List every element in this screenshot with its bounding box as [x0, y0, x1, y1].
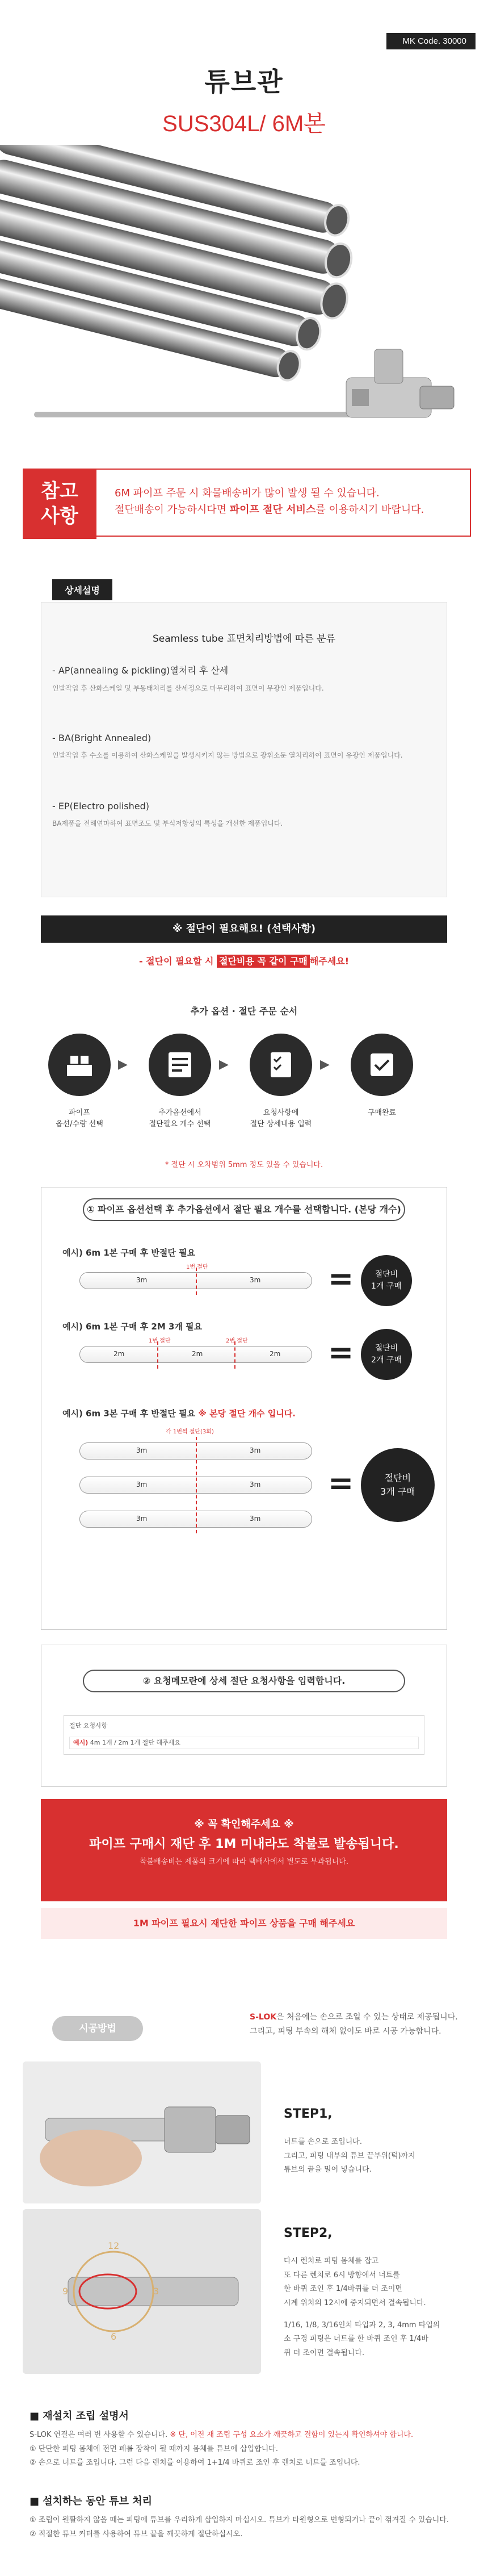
reassembly-section — [30, 2408, 461, 2470]
install-section — [30, 2493, 461, 2541]
equals-sign: = — [328, 1465, 354, 1501]
cut-subtitle: - 절단이 필요할 시 절단비용 꼭 같이 구매 해주세요! — [138, 956, 350, 967]
classification-title: Seamless tube 표면처리방법에 따른 분류 — [152, 633, 336, 645]
notice-label — [23, 469, 96, 539]
example3-pipe2-left: 3m — [136, 1481, 148, 1488]
example1-cutline — [196, 1268, 197, 1295]
order-step-3-icon — [250, 1034, 312, 1096]
order-step-2-label: 추가옵션에서 절단필요 개수 선택 — [149, 1109, 211, 1128]
order-step-1-label: 파이프 옵션/수량 선택 — [56, 1109, 103, 1128]
example2-label: 예시) 6m 1본 구매 후 2M 3개 필요 — [62, 1322, 203, 1332]
notice-box — [23, 469, 471, 537]
product-photo — [0, 145, 488, 440]
order-step-4-label: 구매완료 — [367, 1109, 397, 1117]
example3-cut-tag: 각 1번씩 절단(3회) — [166, 1429, 214, 1435]
svg-text:12: 12 — [108, 2240, 120, 2251]
svg-text:6: 6 — [111, 2331, 117, 2342]
example1-part-2: 3m — [250, 1276, 261, 1284]
example2-cut-tag-1: 1번 절단 — [149, 1338, 171, 1344]
detail-tab: 상세설명 — [52, 579, 112, 600]
example3-pipe2-right: 3m — [250, 1481, 261, 1488]
notice-label-line2: 사항 — [41, 505, 78, 528]
svg-text:9: 9 — [62, 2286, 69, 2297]
confirm-line1: ※ 꼭 확인해주세요 ※ — [194, 1818, 294, 1830]
svg-text:3: 3 — [153, 2286, 159, 2297]
notice-label-line1: 참고 — [41, 479, 78, 503]
finish-item-ap: - AP(annealing & pickling)열처리 후 산세 인발작업 후 산화스케일 및 부동태처리를 산세정으로 마무리하여 표면이 무광인 제품입니다. — [52, 665, 324, 692]
equals-sign: = — [328, 1335, 354, 1370]
arrow-icon: ▶ — [320, 1057, 330, 1072]
order-step-3-label: 요청사항에 절단 상세내용 입력 — [250, 1109, 312, 1128]
step2-photo — [23, 2209, 261, 2374]
step2-title: STEP2, — [284, 2226, 333, 2240]
reassembly-body: S-LOK 연결은 여러 번 사용할 수 있습니다. ※ 단, 이전 재 조립 구성 요소가 깨끗하고 결함이 있는지 확인하셔야 합니다. ① 단단한 피팅 몸체에 전면 페롤 장착이 될 때까지 몸체를 튜브에 삽입합니다. ② 손으로 너트를 조입니다. 그런 다음 렌치를 이용하여 1+1/4 바퀴로 조인 후 렌치로 너트를 조입니다. — [30, 2431, 414, 2468]
example2-cut-tag-2: 2번 절단 — [226, 1338, 248, 1344]
confirm-line2: 파이프 구매시 재단 후 1M 미내라도 착불로 발송됩니다. — [89, 1837, 399, 1851]
install-body: ① 조립이 원활하지 않을 때는 피팅에 튜브를 우리하게 삽입하지 마십시오. 튜브가 타원형으로 변형되거나 끝이 꺾겨질 수 있습니다. ② 적절한 튜브 커터를 사용하여 튜브 끝을 깨끗하게 절단하십시오. — [30, 2516, 449, 2539]
example2-part-2: 2m — [192, 1350, 203, 1358]
example1-cut-tag: 1번 절단 — [186, 1264, 208, 1270]
assembly-tab: 시공방법 — [52, 2016, 143, 2041]
order-steps-title: 추가 옵션 · 절단 주문 순서 — [190, 1006, 298, 1017]
example3-pipe3-right: 3m — [250, 1515, 261, 1523]
memo-label: 절단 요청사항 — [69, 1722, 108, 1729]
mk-code-badge: MK Code. 30000 — [386, 33, 476, 49]
notice-line1: 6M 파이프 주문 시 화물배송비가 많이 발생 될 수 있습니다. — [115, 487, 380, 499]
title-block — [0, 61, 488, 138]
example1-part-1: 3m — [136, 1276, 148, 1284]
step1-photo — [23, 2061, 261, 2203]
example3-pipe1-left: 3m — [136, 1446, 148, 1454]
step1-text: 너트를 손으로 조입니다. 그리고, 피팅 내부의 튜브 끝부위(턱)까지 튜브의 끝을 밀어 넣습니다. — [284, 2138, 415, 2174]
arrow-icon: ▶ — [219, 1057, 229, 1072]
example3-pipe1-right: 3m — [250, 1446, 261, 1454]
finish-item-ba: - BA(Bright Annealed) 인발작업 후 수소를 이용하여 산화스케일을 발생시키지 않는 방법으로 광휘소둔 열처리하여 표면이 유광인 제품입니다. — [52, 733, 403, 759]
confirm-sub: 1M 파이프 필요시 재단한 파이프 상품을 구매 해주세요 — [41, 1908, 447, 1939]
step2-header: ② 요청메모란에 상세 절단 요청사항을 입력합니다. — [83, 1670, 405, 1692]
example3-note: ※ 본당 절단 개수 입니다. — [198, 1408, 296, 1419]
arrow-icon: ▶ — [118, 1057, 128, 1072]
step2-text: 다시 렌치로 피팅 몸체를 잡고 또 다른 렌치로 6시 방향에서 너트를 한 바퀴 조인 후 1/4바퀴를 더 조이면 시계 위치의 12시에 중지되면서 결속됩니다. 1/16, 1/8, 3/16인치 타입과 2, 3, 4mm 타입의 소 구경 피팅은 너트를 한 바퀴 조인 후 1/4바 퀴 더 조이면 결속됩니다. — [284, 2257, 440, 2358]
example1-label: 예시) 6m 1본 구매 후 반절단 필요 — [62, 1248, 196, 1258]
example2-cutline-2 — [234, 1341, 235, 1369]
confirm-banner — [41, 1799, 447, 1901]
notice-line2: 절단배송이 가능하시다면 파이프 절단 서비스를 이용하시기 바랍니다. — [115, 503, 424, 516]
order-step-1-icon — [48, 1034, 111, 1096]
confirm-line3: 착불배송비는 제품의 크기에 따라 택배사에서 별도로 부과됩니다. — [140, 1858, 348, 1866]
example2-part-3: 2m — [270, 1350, 281, 1358]
order-step-2-icon — [149, 1034, 211, 1096]
example1-result: 절단비 1개 구매 — [361, 1255, 412, 1306]
order-step-4-icon — [351, 1034, 413, 1096]
memo-example-field: 예시) 4m 1개 / 2m 1개 절단 해주세요 — [69, 1737, 419, 1749]
example3-label: 예시) 6m 3본 구매 후 반절단 필요 ※ 본당 절단 개수 입니다. — [62, 1408, 296, 1419]
example3-pipe3-left: 3m — [136, 1515, 148, 1523]
cut-tolerance-note: * 절단 시 오차범위 5mm 정도 있을 수 있습니다. — [165, 1161, 323, 1169]
equals-sign: = — [328, 1261, 354, 1297]
reassembly-heading: ■ 재설치 조립 설명서 — [30, 2410, 129, 2422]
example3-cutline — [196, 1437, 197, 1533]
example2-part-1: 2m — [113, 1350, 125, 1358]
example2-cutline-1 — [157, 1341, 158, 1369]
cut-banner: ※ 절단이 필요해요! (선택사항) — [41, 915, 447, 943]
example2-result: 절단비 2개 구매 — [361, 1329, 412, 1380]
notice-text — [115, 486, 424, 518]
product-subtitle: SUS304L/ 6M본 — [162, 111, 326, 136]
step1-header: ① 파이프 옵션선택 후 추가옵션에서 절단 필요 개수를 선택합니다. (본당 개수) — [83, 1198, 405, 1221]
install-heading: ■ 설치하는 동안 튜브 처리 — [30, 2495, 152, 2507]
assembly-intro: S-LOK은 처음에는 손으로 조일 수 있는 상태로 제공됩니다. 그리고, 피팅 부속의 해체 없이도 바로 시공 가능합니다. — [250, 2013, 458, 2036]
finish-item-ep: - EP(Electro polished) BA제품을 전해연마하여 표면조도 및 부식저항성의 특성을 개선한 제품입니다. — [52, 801, 283, 827]
step1-title: STEP1, — [284, 2107, 333, 2121]
example3-result: 절단비 3개 구매 — [361, 1448, 435, 1522]
product-title: 튜브관 — [204, 66, 284, 97]
